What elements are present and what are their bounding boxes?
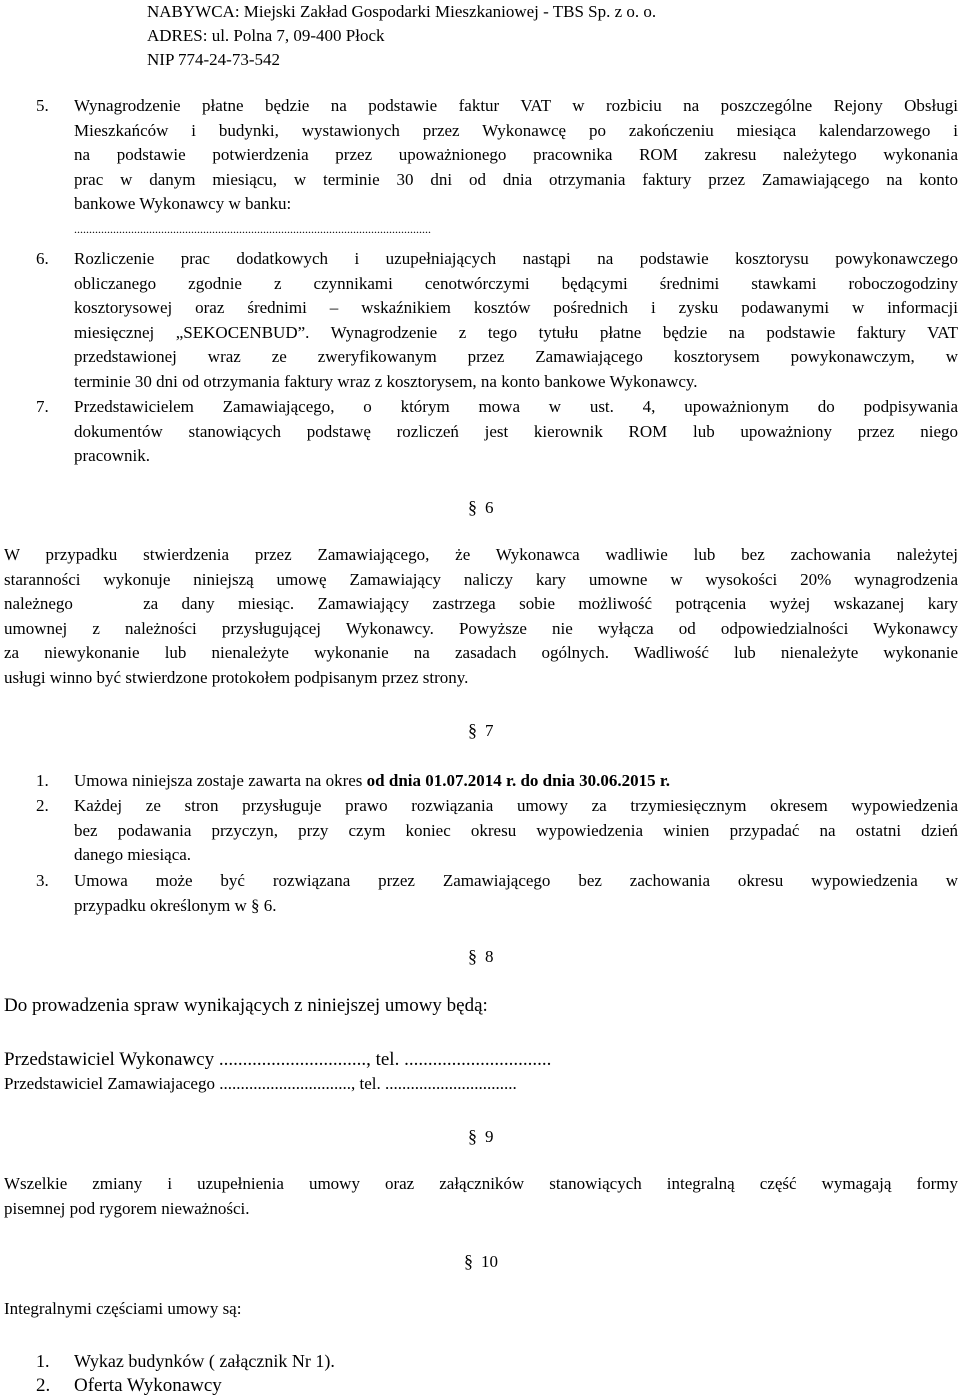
item-line: Każdej ze stron przysługuje prawo rozwiązania umowy za trzymiesięcznym okresem wypowiedzenia [74, 796, 958, 815]
paragraph-line: Wszelkie zmiany i uzupełnienia umowy oraz załączników stanowiących integralną część wymagają formy [4, 1174, 958, 1193]
item-line: na podstawie potwierdzenia przez upoważnionego pracownika ROM zakresu należytego wykonania [74, 145, 958, 164]
paragraph-line: za niewykonanie lub nienależyte wykonanie na zasadach ogólnych. Wadliwość lub nienależyte wykonanie [4, 643, 958, 662]
buyer-header [147, 0, 947, 72]
section-number: 9 [485, 1127, 494, 1146]
buyer-nip: NIP 774-24-73-542 [147, 50, 280, 69]
item-number: 1. [36, 771, 49, 790]
item-line: Umowa może być rozwiązana przez Zamawiającego bez zachowania okresu wypowiedzenia w [74, 871, 958, 890]
representatives-intro: Do prowadzenia spraw wynikających z niniejszej umowy będą: [4, 995, 488, 1016]
item-number: 1. [36, 1351, 50, 1371]
section-sign: § [464, 1251, 473, 1271]
attachments-intro: Integralnymi częściami umowy są: [4, 1299, 242, 1318]
contractor-representative: Przedstawiciel Wykonawcy ..............................., tel. ............................... [4, 1049, 552, 1070]
payment-item-5 [36, 94, 958, 241]
item-line: miesięcznej „SEKOCENBUD”. Wynagrodzenie z tego tytułu płatne będzie na podstawie faktury VAT [74, 322, 958, 342]
buyer-address: ADRES: ul. Polna 7, 09-400 Płock [147, 26, 385, 45]
bank-account-placeholder: ....................................................................................................................... [74, 221, 431, 236]
item-line: przedstawionej wraz ze zweryfikowanym przez Zamawiającego kosztorysem powykonawczym, w [74, 347, 958, 366]
attachment-item-2 [36, 1374, 958, 1399]
paragraph-line: umownej z należności przysługującej Wykonawcy. Powyższe nie wyłącza od odpowiedzialności Wykonawcy [4, 618, 958, 638]
section-sign: § [468, 1126, 477, 1146]
item-number: 3. [36, 871, 49, 890]
section-6-heading [468, 495, 494, 521]
paragraph-line: W przypadku stwierdzenia przez Zamawiającego, że Wykonawca wadliwie lub bez zachowania należytej [4, 545, 958, 564]
item-line: danego miesiąca. [74, 845, 192, 864]
attachment-item-1 [36, 1349, 958, 1374]
amendments-paragraph [4, 1172, 958, 1221]
section-number: 6 [485, 498, 494, 517]
item-line: Rozliczenie prac dodatkowych i uzupełniających nastąpi na podstawie kosztorysu powykonawczego [74, 249, 958, 268]
client-representative: Przedstawiciel Zamawiajacego ..............................., tel. ............................... [4, 1074, 517, 1093]
item-line: bankowe Wykonawcy w banku: [74, 194, 292, 213]
item-line: obliczanego zgodnie z czynnikami cenotwórczymi będącymi średnimi stawkami roboczogodziny [74, 273, 958, 293]
section-10-heading [464, 1249, 498, 1275]
section-sign: § [468, 946, 477, 966]
item-line: przypadku określonym w § 6. [74, 895, 277, 915]
term-item-1 [36, 769, 958, 794]
item-line: Przedstawicielem Zamawiającego, o którym mowa w ust. 4, upoważnionym do podpisywania [74, 397, 958, 416]
section-sign: § [468, 720, 477, 740]
term-text: Umowa niniejsza zostaje zawarta na okres [74, 771, 367, 790]
payment-item-6 [36, 247, 958, 394]
item-line: pracownik. [74, 446, 151, 465]
item-line: dokumentów stanowiących podstawę rozliczeń jest kierownik ROM lub upoważniony przez niego [74, 421, 958, 441]
paragraph-line: staranności wykonuje niniejszą umowę Zamawiający naliczy kary umowne w wysokości 20% wynagrodzenia [4, 569, 958, 589]
item-line: kosztorysowej oraz średnimi – wskaźnikiem kosztów pośrednich i zysku podawanymi w informacji [74, 298, 958, 317]
item-number: 5. [36, 96, 49, 115]
buyer-name: NABYWCA: Miejski Zakład Gospodarki Mieszkaniowej - TBS Sp. z o. o. [147, 2, 657, 21]
item-number: 2. [36, 796, 49, 815]
item-number: 2. [36, 1375, 51, 1396]
paragraph-line: usługi winno być stwierdzone protokołem podpisanym przez strony. [4, 667, 469, 687]
item-number: 7. [36, 397, 49, 416]
term-dates: od dnia 01.07.2014 r. do dnia 30.06.2015 r. [366, 771, 671, 790]
section-number: 10 [481, 1252, 498, 1271]
paragraph-line: należnego za dany miesiąc. Zamawiający zastrzega sobie możliwość potrącenia wyżej wskazanej kary [4, 594, 958, 613]
item-line: Wynagrodzenie płatne będzie na podstawie faktur VAT w rozbiciu na poszczególne Rejony Obsługi [74, 96, 958, 115]
item-line: prac w danym miesiącu, w terminie 30 dni od dnia otrzymania faktury przez Zamawiającego na konto [74, 169, 958, 189]
section-sign: § [468, 497, 477, 517]
item-number: 6. [36, 249, 49, 268]
attachment-text: Wykaz budynków ( załącznik Nr 1). [74, 1351, 335, 1371]
section-8-heading [468, 944, 494, 970]
attachment-text: Oferta Wykonawcy [74, 1375, 222, 1396]
term-item-2 [36, 794, 958, 868]
section-number: 7 [485, 721, 494, 740]
item-line: terminie 30 dni od otrzymania faktury wraz z kosztorysem, na konto bankowe Wykonawcy. [74, 371, 698, 391]
section-7-heading [468, 718, 494, 744]
item-line: Mieszkańców i budynki, wystawionych przez Wykonawcę po zakończeniu miesiąca kalendarzowego i [74, 120, 958, 140]
section-9-heading [468, 1124, 494, 1150]
penalty-paragraph [4, 543, 958, 690]
term-item-3 [36, 869, 958, 918]
section-number: 8 [485, 947, 494, 966]
payment-item-7 [36, 395, 958, 469]
item-line: bez podawania przyczyn, przy czym koniec okresu wypowiedzenia winien przypadać na ostatni dzień [74, 820, 958, 840]
paragraph-line: pisemnej pod rygorem nieważności. [4, 1198, 250, 1218]
